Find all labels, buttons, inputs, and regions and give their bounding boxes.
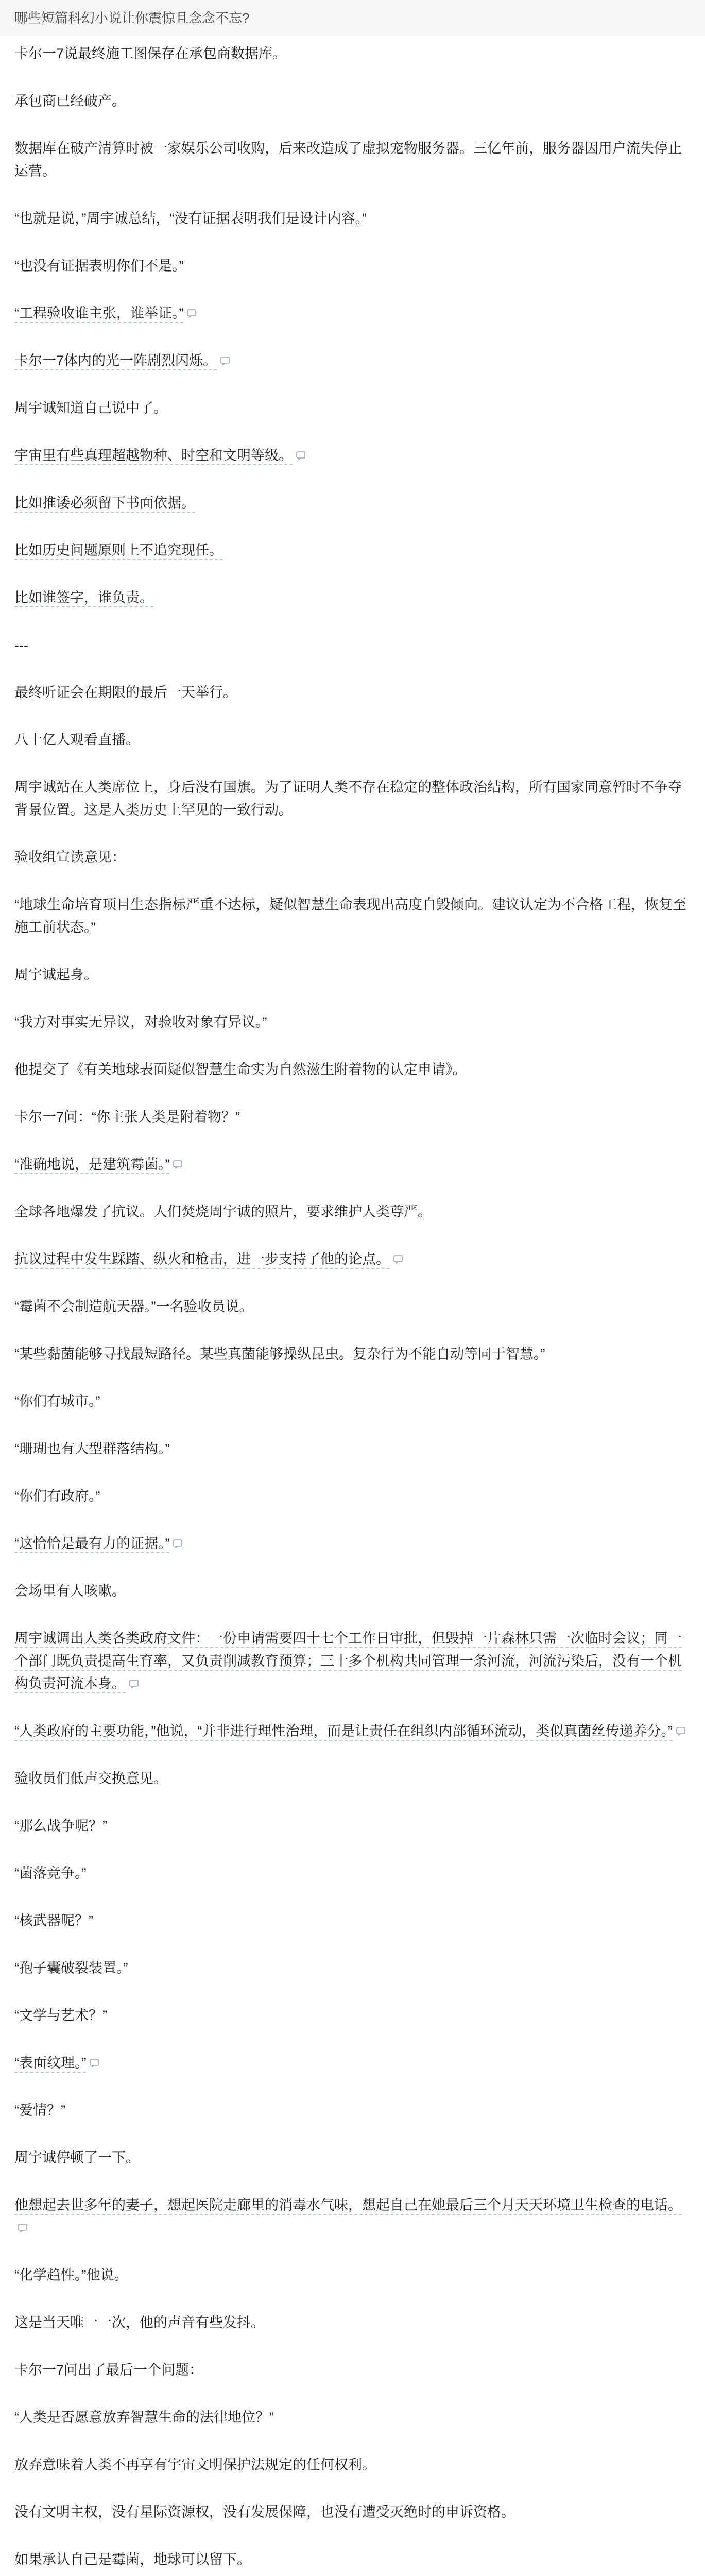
paragraph [14, 397, 689, 419]
paragraph-text: “菌落竞争。” [14, 1866, 87, 1881]
highlighted-text[interactable]: 比如谁签字，谁负责。 [14, 590, 153, 607]
paragraph-text: “人类是否愿意放弃智慧生命的法律地位？” [14, 2410, 274, 2425]
paragraph-text: “孢子囊破裂装置。” [14, 1960, 128, 1976]
paragraph-text: “某些黏菌能够寻找最短路径。某些真菌能够操纵昆虫。复杂行为不能自动等同于智慧。” [14, 1346, 545, 1362]
paragraph [14, 2406, 689, 2429]
paragraph-text: 会场里有人咳嗽。 [14, 1583, 126, 1599]
comment-bubble-icon[interactable] [220, 356, 231, 366]
paragraph-text: 周宇诚站在人类席位上，身后没有国旗。为了证明人类不存在稳定的整体政治结构，所有国家同意暂时不争夺背景位置。这是人类历史上罕见的一致行动。 [14, 779, 682, 818]
paragraph-text: 八十亿人观看直播。 [14, 732, 140, 748]
paragraph [14, 1153, 689, 1176]
paragraph-text: 周宇诚知道自己说中了。 [14, 400, 167, 416]
paragraph-text: “地球生命培育项目生态指标严重不达标，疑似智慧生命表现出高度自毁倾向。建议认定为不合格工程，恢复至施工前状态。” [14, 897, 686, 935]
paragraph-text: “霉菌不会制造航天器。”一名验收员说。 [14, 1299, 253, 1314]
paragraph-text: 最终听证会在期限的最后一天举行。 [14, 685, 237, 700]
highlighted-text[interactable]: 抗议过程中发生踩踏、纵火和枪击，进一步支持了他的论点。 [14, 1251, 390, 1269]
paragraph-text: “核武器呢？” [14, 1913, 93, 1928]
paragraph [14, 586, 689, 609]
highlighted-text[interactable]: “人类政府的主要功能，”他说，“并非进行理性治理，而是让责任在组织内部循环流动，类似真菌丝传递养分。” [14, 1723, 673, 1741]
paragraph [14, 1390, 689, 1413]
paragraph-text: 这是当天唯一一次，他的声音有些发抖。 [14, 2315, 265, 2330]
paragraph [14, 539, 689, 562]
paragraph [14, 1767, 689, 1790]
paragraph [14, 1909, 689, 1932]
paragraph-text: “那么战争呢？” [14, 1818, 107, 1834]
highlighted-text[interactable]: “工程验收谁主张，谁举证。” [14, 306, 183, 323]
paragraph [14, 1248, 689, 1270]
highlighted-text[interactable]: 比如推诿必须留下书面依据。 [14, 495, 195, 513]
paragraph-text: “珊瑚也有大型群落结构。” [14, 1441, 170, 1456]
comment-bubble-icon[interactable] [129, 1679, 140, 1689]
paragraph [14, 2264, 689, 2286]
paragraph-text: “化学趋性。”他说。 [14, 2267, 128, 2283]
paragraph [14, 2501, 689, 2523]
paragraph [14, 681, 689, 704]
paragraph-text: 如果承认自己是霉菌，地球可以留下。 [14, 2552, 251, 2567]
paragraph-text: 承包商已经破产。 [14, 93, 126, 109]
paragraph-text: 卡尔一7问出了最后一个问题： [14, 2362, 203, 2378]
paragraph-text: “也没有证据表明你们不是。” [14, 258, 184, 274]
paragraph [14, 1011, 689, 1033]
paragraph [14, 1058, 689, 1081]
paragraph [14, 2548, 689, 2571]
highlighted-text[interactable]: “准确地说，是建筑霉菌。” [14, 1157, 169, 1174]
paragraph [14, 137, 689, 182]
paragraph [14, 1106, 689, 1128]
paragraph [14, 846, 689, 869]
comment-bubble-icon[interactable] [18, 2223, 29, 2233]
paragraph-text: 卡尔一7说最终施工图保存在承包商数据库。 [14, 46, 287, 61]
paragraph [14, 634, 689, 656]
question-title[interactable]: 哪些短篇科幻小说让你震惊且念念不忘? [14, 10, 250, 26]
paragraph [14, 1532, 689, 1555]
paragraph-text: 卡尔一7问：“你主张人类是附着物？” [14, 1109, 240, 1125]
highlighted-text[interactable]: 宇宙里有些真理超越物种、时空和文明等级。 [14, 448, 293, 465]
paragraph-text: 放弃意味着人类不再享有宇宙文明保护法规定的任何权利。 [14, 2457, 376, 2472]
paragraph-text: “我方对事实无异议，对验收对象有异议。” [14, 1014, 267, 1030]
paragraph-text: “也就是说，”周宇诚总结，“没有证据表明我们是设计内容。” [14, 211, 367, 226]
paragraph [14, 1437, 689, 1460]
paragraph-text: 他提交了《有关地球表面疑似智慧生命实为自然滋生附着物的认定申请》。 [14, 1062, 467, 1077]
paragraph-text: “爱情？” [14, 2103, 65, 2118]
answer-content [14, 42, 689, 2576]
paragraph [14, 302, 689, 325]
highlighted-text[interactable]: 周宇诚调出人类各类政府文件：一份申请需要四十七个工作日审批，但毁掉一片森林只需一次临时会议；同一个部门既负责提高生育率，又负责削减教育预算；三十多个机构共同管理一条河流，河流污染后，没有一个机构负责河流本身。 [14, 1631, 682, 1693]
comment-bubble-icon[interactable] [89, 2058, 100, 2069]
comment-bubble-icon[interactable] [296, 451, 307, 461]
paragraph [14, 2099, 689, 2122]
paragraph-text: 数据库在破产清算时被一家娱乐公司收购，后来改造成了虚拟宠物服务器。三亿年前，服务器因用户流失停止运营。 [14, 141, 682, 179]
paragraph [14, 2453, 689, 2476]
highlighted-text[interactable]: 他想起去世多年的妻子，想起医院走廊里的消毒水气味，想起自己在她最后三个月天天环境卫生检查的电话。 [14, 2197, 682, 2215]
comment-bubble-icon[interactable] [173, 1539, 184, 1549]
paragraph-text: 验收组宣读意见： [14, 850, 126, 865]
paragraph-text: “你们有政府。” [14, 1488, 100, 1504]
paragraph [14, 492, 689, 514]
paragraph [14, 1815, 689, 1837]
paragraph [14, 90, 689, 112]
paragraph [14, 1485, 689, 1507]
paragraph-text: --- [14, 637, 28, 653]
paragraph-text: “文学与艺术？” [14, 2008, 107, 2023]
paragraph [14, 42, 689, 65]
paragraph-text: “你们有城市。” [14, 1394, 100, 1409]
paragraph [14, 1627, 689, 1695]
paragraph [14, 255, 689, 277]
paragraph [14, 2004, 689, 2027]
paragraph [14, 893, 689, 939]
comment-bubble-icon[interactable] [173, 1160, 184, 1170]
paragraph [14, 1343, 689, 1365]
paragraph [14, 349, 689, 372]
paragraph [14, 2311, 689, 2334]
paragraph [14, 2359, 689, 2381]
paragraph-text: 全球各地爆发了抗议。人们焚烧周宇诚的照片，要求维护人类尊严。 [14, 1204, 432, 1219]
paragraph-text: 周宇诚起身。 [14, 967, 98, 982]
paragraph [14, 1862, 689, 1885]
top-bar [0, 0, 705, 35]
highlighted-text[interactable]: “这恰恰是最有力的证据。” [14, 1536, 169, 1553]
paragraph-text: 周宇诚停顿了一下。 [14, 2150, 140, 2165]
paragraph-text: 验收员们低声交换意见。 [14, 1771, 167, 1786]
paragraph-text: 没有文明主权，没有星际资源权，没有发展保障，也没有遭受灭绝时的申诉资格。 [14, 2504, 515, 2520]
highlighted-text[interactable]: 卡尔一7体内的光一阵剧烈闪烁。 [14, 353, 217, 370]
highlighted-text[interactable]: 比如历史问题原则上不追究现任。 [14, 543, 223, 560]
highlighted-text[interactable]: “表面纹理。” [14, 2055, 86, 2073]
paragraph [14, 207, 689, 230]
paragraph [14, 1295, 689, 1318]
paragraph [14, 1720, 689, 1742]
paragraph [14, 963, 689, 986]
paragraph [14, 2052, 689, 2074]
paragraph [14, 1200, 689, 1223]
paragraph [14, 1957, 689, 1979]
comment-bubble-icon[interactable] [676, 1726, 687, 1737]
paragraph [14, 444, 689, 467]
paragraph [14, 2194, 689, 2239]
paragraph [14, 1580, 689, 1602]
comment-bubble-icon[interactable] [393, 1255, 404, 1265]
paragraph [14, 776, 689, 821]
paragraph [14, 728, 689, 751]
paragraph [14, 2146, 689, 2169]
comment-bubble-icon[interactable] [186, 309, 198, 319]
